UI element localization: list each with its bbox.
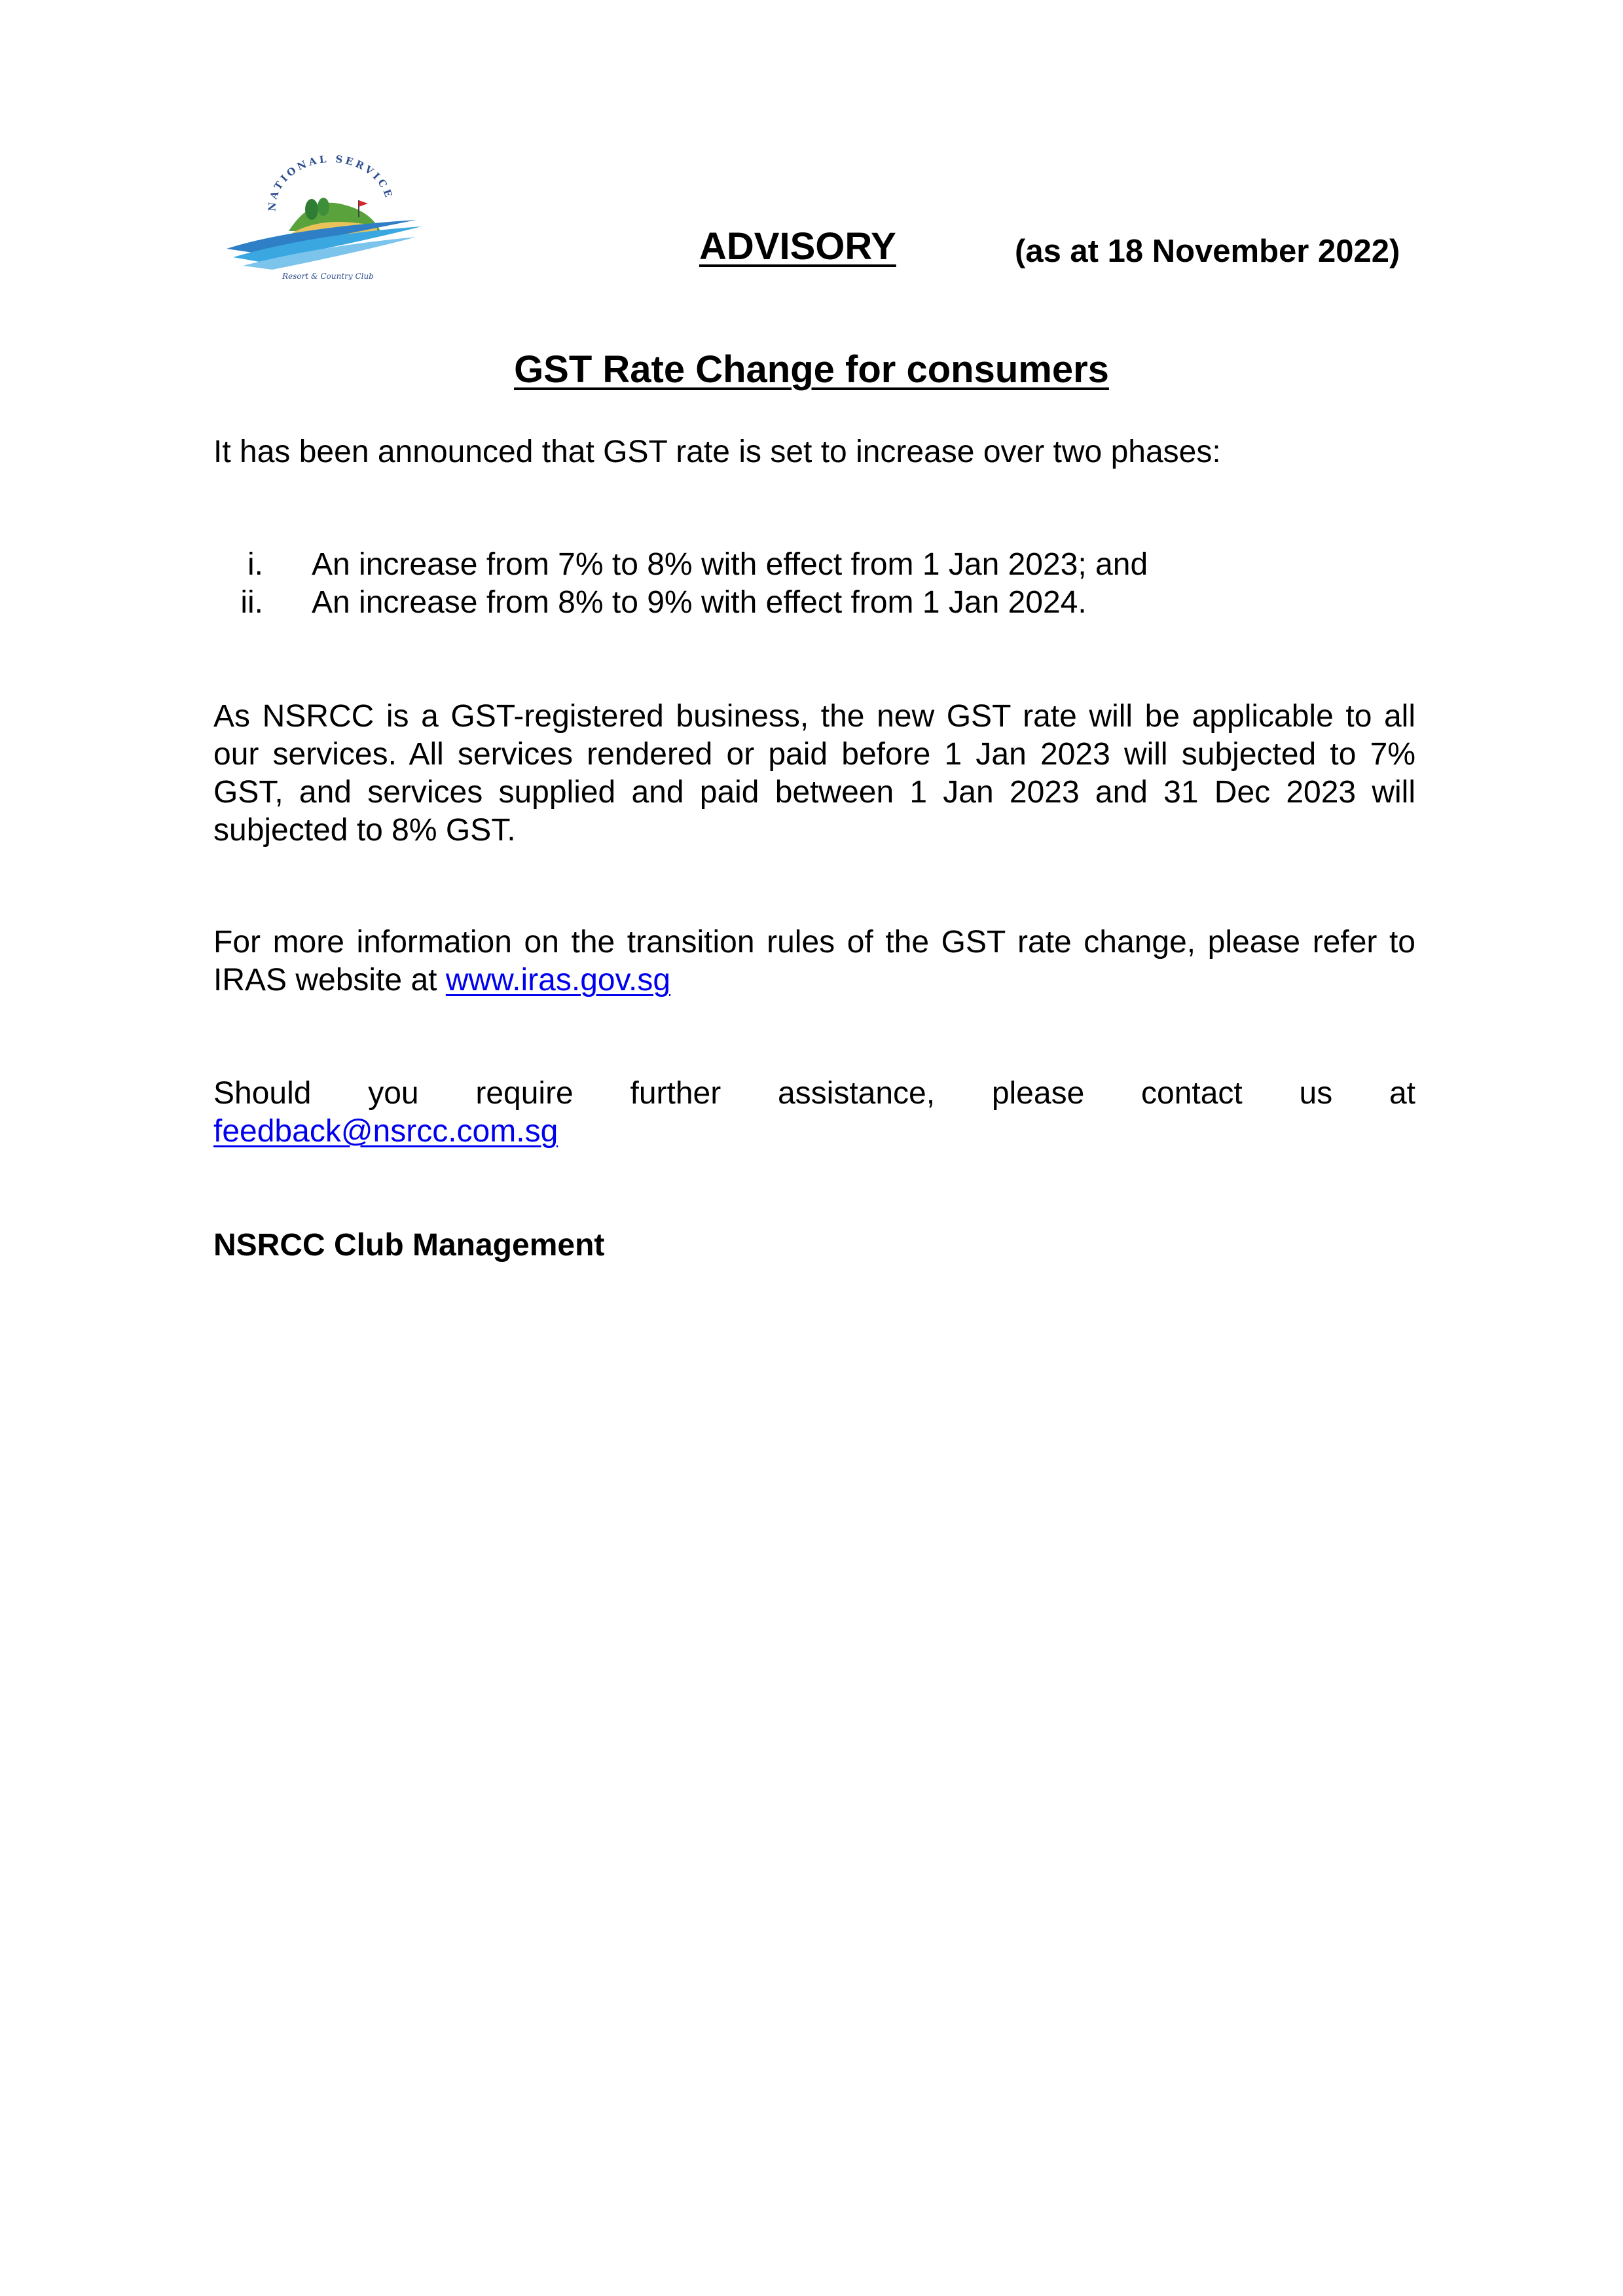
assistance-word: contact [1141,1076,1243,1111]
assistance-word: at [1389,1076,1415,1111]
transition-rules-text: For more information on the transition rules of the GST rate change, please refer to IRAS website at [213,925,1415,997]
nsrcc-logo [213,149,429,280]
list-item-number: i. [247,547,263,582]
transition-rules-paragraph [213,924,1415,999]
assistance-word: further [630,1076,721,1111]
list-item-text: An increase from 7% to 8% with effect from 1 Jan 2023; and [312,547,1148,582]
assistance-word: us [1299,1076,1333,1111]
assistance-line [213,1075,1415,1113]
feedback-email-link[interactable]: feedback@nsrcc.com.sg [213,1114,558,1149]
page-title: GST Rate Change for consumers [514,348,1109,391]
advisory-date: (as at 18 November 2022) [1015,234,1400,269]
assistance-word: you [368,1076,419,1111]
advisory-heading: ADVISORY [699,225,896,268]
signoff: NSRCC Club Management [213,1228,605,1263]
assistance-word: require [475,1076,574,1111]
gst-applicability-paragraph: As NSRCC is a GST-registered business, the new GST rate will be applicable to all our services. All services rendered or paid before 1 Jan 2023 will subjected to 7% GST, and services supplied and paid between 1 Jan 2023 and 31 Dec 2023 will subjected to 8% GST. [213,699,1415,848]
list-item-number: ii. [240,585,263,620]
list-item [213,584,1415,622]
list-item [213,546,1415,584]
iras-website-link[interactable]: www.iras.gov.sg [445,963,671,997]
list-item-text: An increase from 8% to 9% with effect from 1 Jan 2024. [312,585,1087,620]
assistance-word: please [991,1076,1085,1111]
logo-script-text: Resort & Country Club [282,272,374,280]
assistance-word: assistance, [777,1076,936,1111]
logo-arc-text: NATIONAL SERVICE [266,152,395,212]
phases-list [213,546,1415,622]
assistance-word: Should [213,1076,312,1111]
nsrcc-logo-icon [213,149,429,280]
intro-paragraph: It has been announced that GST rate is set to increase over two phases: [213,435,1221,469]
assistance-paragraph [213,1075,1415,1151]
